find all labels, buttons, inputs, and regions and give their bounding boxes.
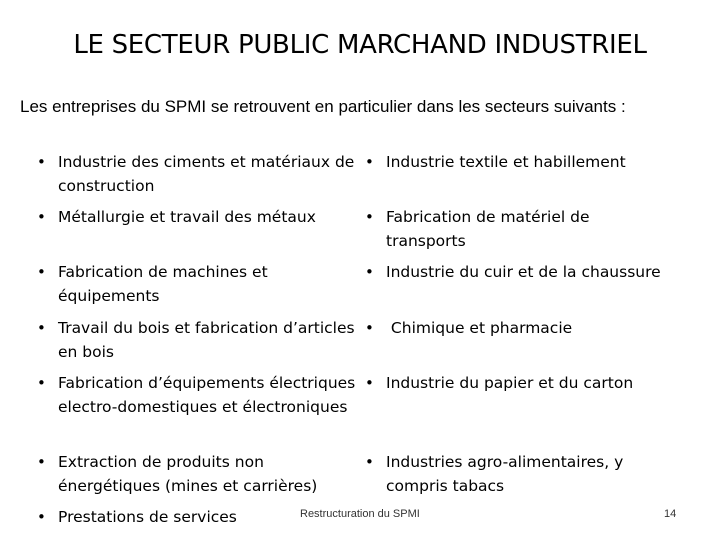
list-item-right-6 <box>360 450 686 498</box>
list-item-label: Industrie textile et habillement <box>386 153 626 171</box>
bullet-icon: • <box>37 263 46 281</box>
bullet-icon: • <box>37 153 46 171</box>
list-item-label: Prestations de services <box>58 508 237 526</box>
list-item-left-2 <box>32 205 363 229</box>
list-item-label: Travail du bois et fabrication d’articles en bois <box>58 319 355 361</box>
bullet-icon: • <box>365 453 374 471</box>
bullet-icon: • <box>365 319 374 337</box>
list-item-right-4 <box>360 316 720 340</box>
list-item-left-1 <box>32 150 363 198</box>
list-item-label: Industries agro-alimentaires, y compris tabacs <box>386 453 624 495</box>
bullet-icon: • <box>37 319 46 337</box>
slide-title: LE SECTEUR PUBLIC MARCHAND INDUSTRIEL <box>73 30 647 60</box>
list-item-left-5 <box>32 371 363 419</box>
bullet-icon: • <box>37 453 46 471</box>
bullet-icon: • <box>365 153 374 171</box>
list-item-label: Industrie du cuir et de la chaussure <box>386 263 661 281</box>
list-item-right-2 <box>360 205 646 253</box>
list-item-label: Extraction de produits non énergétiques (mines et carrières) <box>58 453 318 495</box>
list-item-label: Industrie des ciments et matériaux de construction <box>58 153 355 195</box>
page-number: 14 <box>664 508 677 520</box>
footer-text: Restructuration du SPMI <box>300 508 420 520</box>
list-item-label: Fabrication d’équipements électriques electro-domestiques et électroniques <box>58 374 356 416</box>
list-item-label: Chimique et pharmacie <box>386 319 573 337</box>
list-item-right-5 <box>360 371 720 395</box>
bullet-icon: • <box>37 208 46 226</box>
list-item-label: Fabrication de matériel de transports <box>386 208 590 250</box>
bullet-icon: • <box>365 374 374 392</box>
list-item-left-4 <box>32 316 363 364</box>
list-item-left-3 <box>32 260 363 308</box>
bullet-icon: • <box>365 208 374 226</box>
intro-text: Les entreprises du SPMI se retrouvent en particulier dans les secteurs suivants : <box>20 97 626 116</box>
list-item-left-7 <box>32 505 298 529</box>
bullet-icon: • <box>37 508 46 526</box>
list-item-right-3 <box>360 260 720 284</box>
list-item-right-1 <box>360 150 720 174</box>
list-item-label: Fabrication de machines et équipements <box>58 263 268 305</box>
list-item-left-6 <box>32 450 363 498</box>
list-item-label: Industrie du papier et du carton <box>386 374 634 392</box>
bullet-icon: • <box>365 263 374 281</box>
bullet-icon: • <box>37 374 46 392</box>
list-item-label: Métallurgie et travail des métaux <box>58 208 316 226</box>
